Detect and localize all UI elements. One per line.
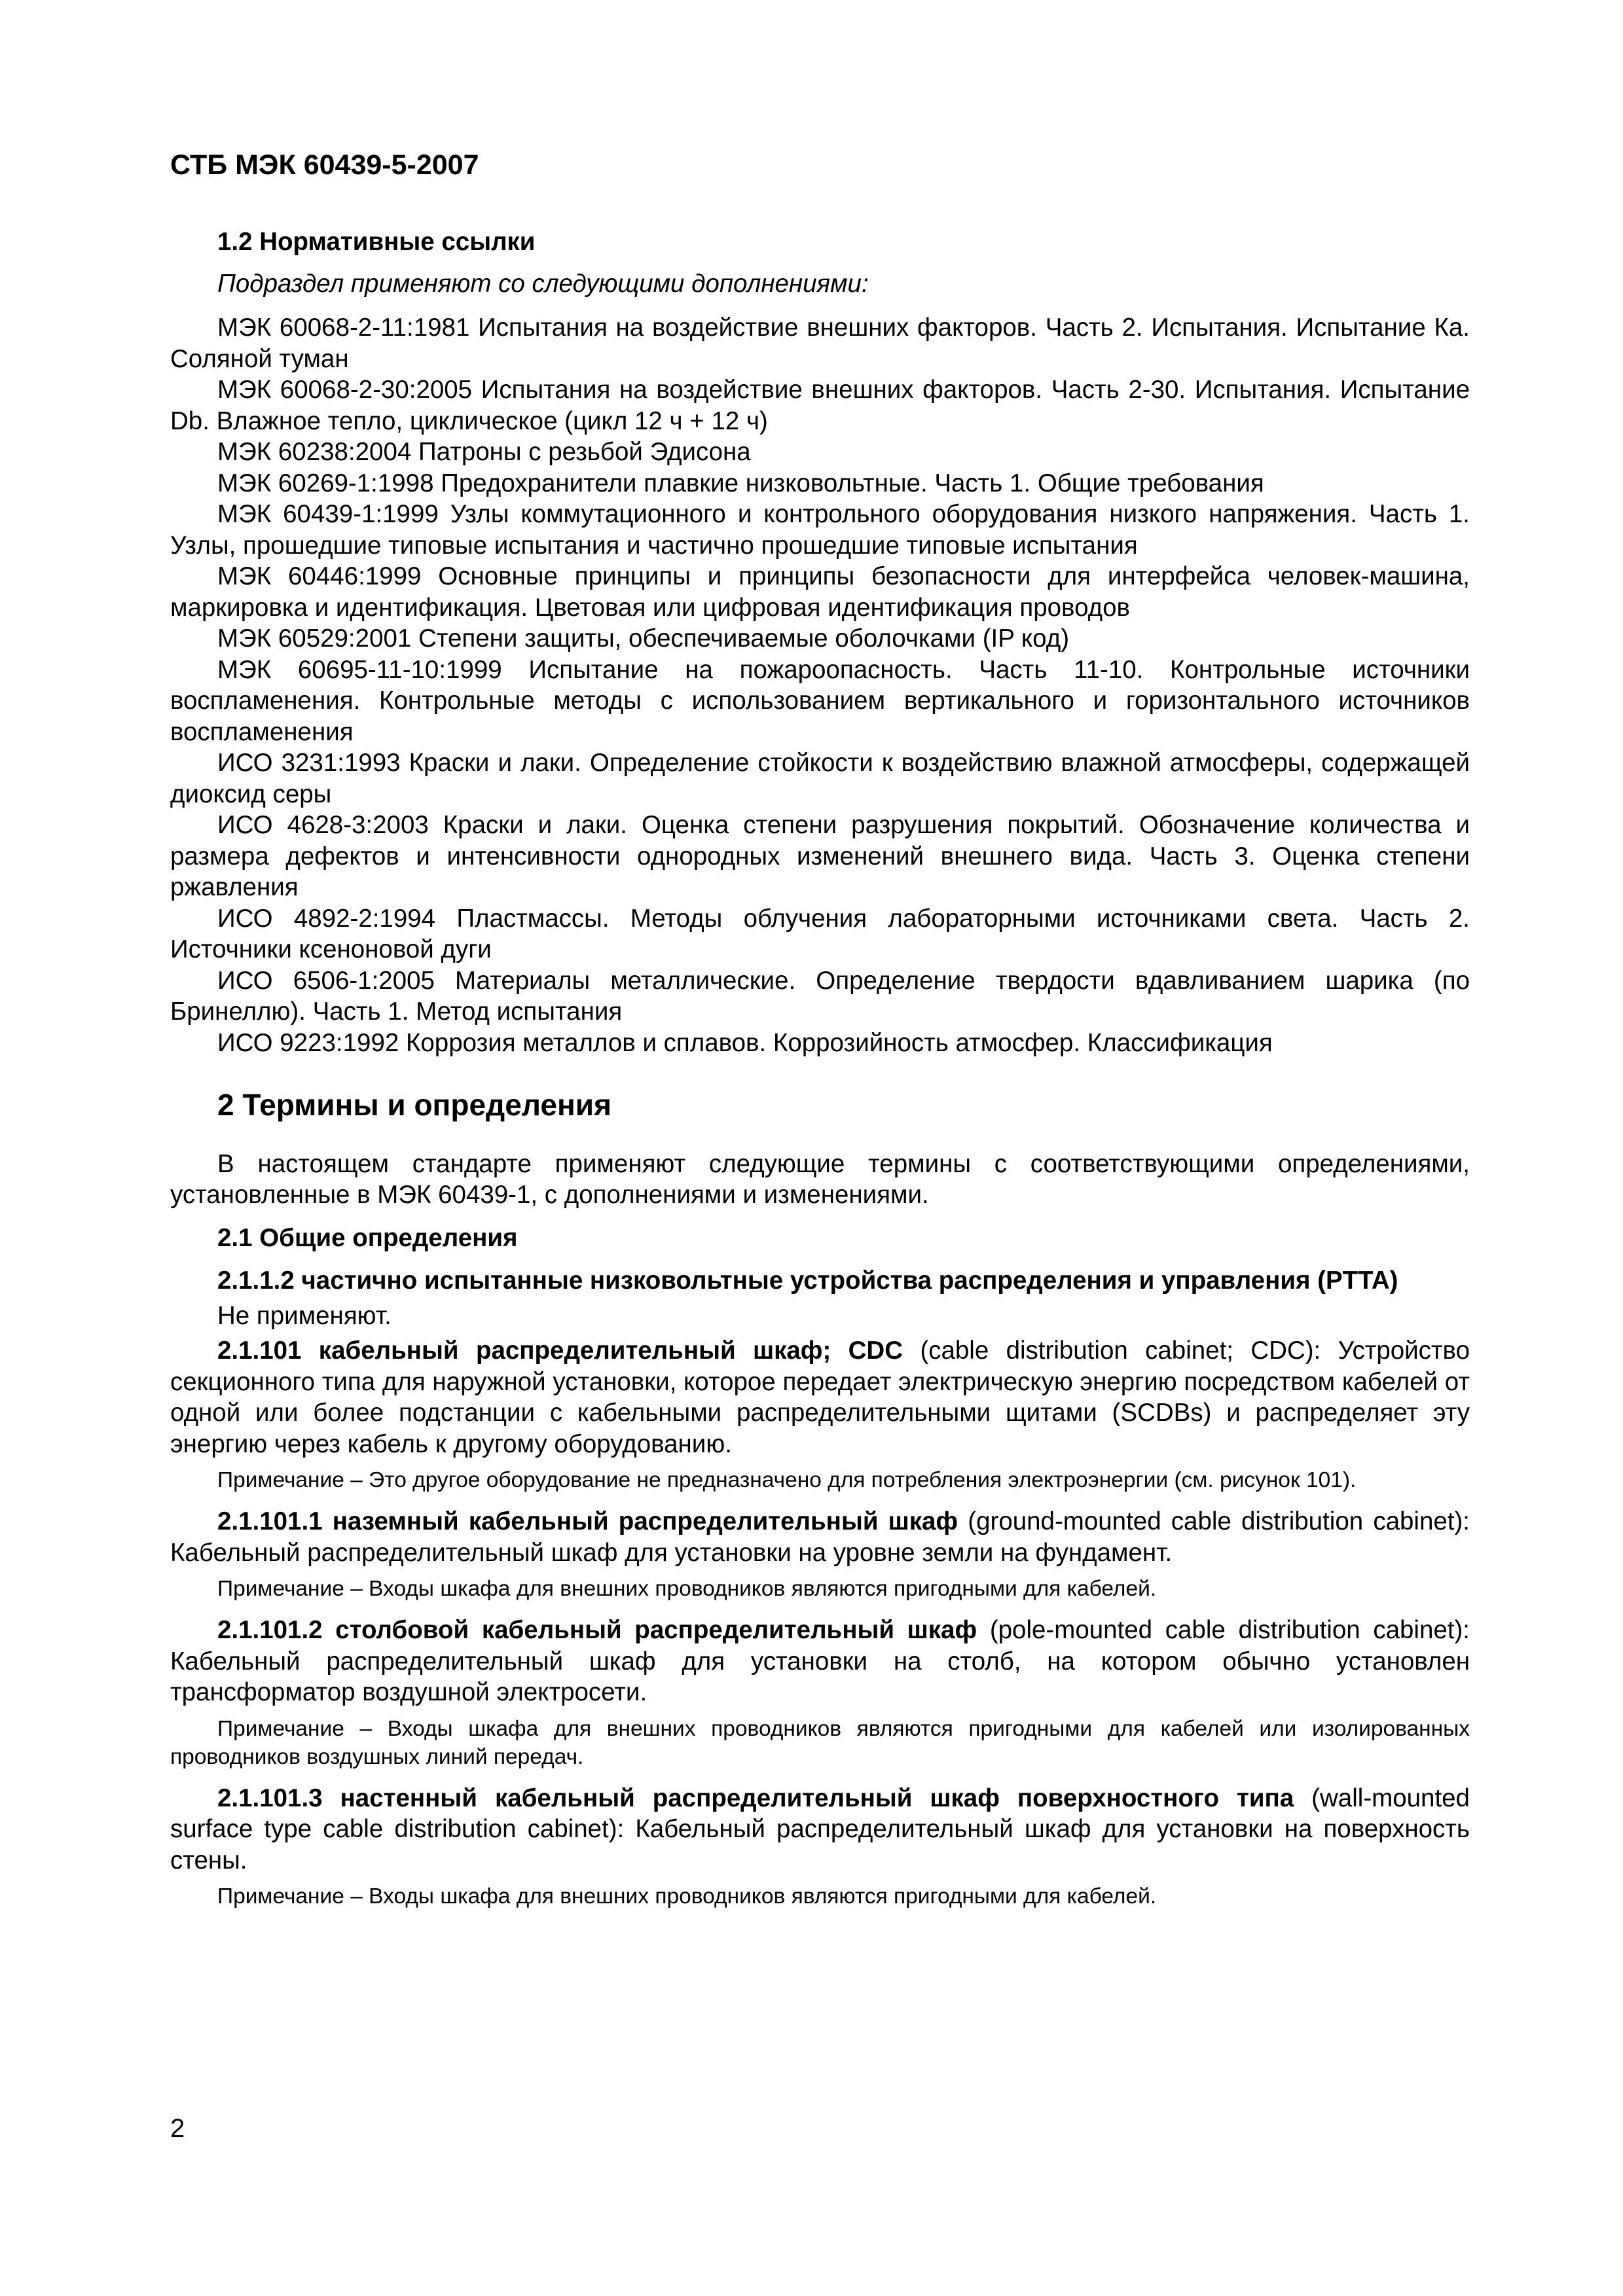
- references-list: [170, 312, 1470, 1058]
- reference-item: ИСО 4628-3:2003 Краски и лаки. Оценка степени разрушения покрытий. Обозначение количества и размера дефектов и интенсивности однородных изменений внешнего вида. Часть 3. Оценка степени ржавления: [170, 811, 1470, 901]
- reference-item: ИСО 4892-2:1994 Пластмассы. Методы облучения лабораторными источниками света. Часть 2. Источники ксеноновой дуги: [170, 904, 1470, 963]
- section-1-2-heading: 1.2 Нормативные ссылки: [217, 228, 536, 256]
- reference-item: МЭК 60446:1999 Основные принципы и принципы безопасности для интерфейса человек-машина, маркировка и идентификация. Цветовая или цифровая идентификация проводов: [170, 562, 1470, 622]
- standard-code-header: СТБ МЭК 60439-5-2007: [170, 149, 479, 181]
- term-definition: (ground-mounted cable distribution cabinet): Кабельный распределительный шкаф для установки на уровне земли на фундамент.: [170, 1507, 1470, 1567]
- reference-item: МЭК 60695-11-10:1999 Испытание на пожароопасность. Часть 11-10. Контрольные источники воспламенения. Контрольные методы с использованием вертикального и горизонтального источников воспламенения: [170, 655, 1470, 746]
- term-2-1-1-2-text: Не применяют.: [217, 1301, 392, 1330]
- term-title: 2.1.101.2 столбовой кабельный распределительный шкаф: [217, 1616, 977, 1644]
- term-definition: (cable distribution cabinet; CDC): Устройство секционного типа для наружной установки, которое передает электрическую энергию посредством кабелей от одной или более подстанции с кабельными распределительными щитами (SCDBs) и распределяет эту энергию через кабель к другому оборудованию.: [170, 1336, 1470, 1458]
- section-1-2-intro: Подраздел применяют со следующими дополнениями:: [217, 269, 869, 298]
- page-content: [170, 226, 1470, 1922]
- reference-item: МЭК 60269-1:1998 Предохранители плавкие низковольтные. Часть 1. Общие требования: [217, 469, 1264, 497]
- section-2-intro: В настоящем стандарте применяют следующие термины с соответствующими определениями, установленные в МЭК 60439-1, с дополнениями и изменениями.: [170, 1149, 1470, 1209]
- term-2-1-101-3-note: Примечание – Входы шкафа для внешних проводников являются пригодными для кабелей.: [217, 1884, 1157, 1909]
- page-number: 2: [170, 2114, 185, 2143]
- term-2-1-101-note: Примечание – Это другое оборудование не предназначено для потребления электроэнергии (см. рисунок 101).: [217, 1468, 1357, 1492]
- term-definition: (wall-mounted surface type cable distribution cabinet): Кабельный распределительный шкаф для установки на поверхность стены.: [170, 1784, 1470, 1874]
- reference-item: ИСО 9223:1992 Коррозия металлов и сплавов. Коррозийность атмосфер. Классификация: [217, 1028, 1273, 1057]
- term-2-1-101-3: [170, 1783, 1470, 1876]
- term-2-1-101: [170, 1335, 1470, 1460]
- reference-item: МЭК 60238:2004 Патроны с резьбой Эдисона: [217, 438, 751, 466]
- term-title: 2.1.101 кабельный распределительный шкаф; CDC: [217, 1336, 903, 1365]
- reference-item: ИСО 6506-1:2005 Материалы металлические. Определение твердости вдавливанием шарика (по Бринеллю). Часть 1. Метод испытания: [170, 966, 1470, 1026]
- term-definition: (pole-mounted cable distribution cabinet): Кабельный распределительный шкаф для установки на столб, на котором обычно установлен трансформатор воздушной электросети.: [170, 1616, 1470, 1706]
- term-2-1-101-1: [170, 1506, 1470, 1568]
- term-2-1-101-2: [170, 1615, 1470, 1708]
- term-2-1-1-2-title: [170, 1265, 1470, 1297]
- reference-item: МЭК 60068-2-30:2005 Испытания на воздействие внешних факторов. Часть 2-30. Испытания. Испытание Db. Влажное тепло, циклическое (цикл 12 ч + 12 ч): [170, 376, 1470, 435]
- reference-item: МЭК 60068-2-11:1981 Испытания на воздействие внешних факторов. Часть 2. Испытания. Испытание Ка. Соляной туман: [170, 314, 1470, 373]
- term-2-1-101-1-note: Примечание – Входы шкафа для внешних проводников являются пригодными для кабелей.: [217, 1577, 1157, 1601]
- term-title: 2.1.101.3 настенный кабельный распределительный шкаф поверхностного типа: [217, 1784, 1294, 1812]
- reference-item: ИСО 3231:1993 Краски и лаки. Определение стойкости к воздействию влажной атмосферы, содержащей диоксид серы: [170, 749, 1470, 808]
- section-2-heading: 2 Термины и определения: [217, 1088, 611, 1122]
- term-title: 2.1.1.2 частично испытанные низковольтные устройства распределения и управления (PTTA): [217, 1266, 1398, 1295]
- reference-item: МЭК 60529:2001 Степени защиты, обеспечиваемые оболочками (IP код): [217, 624, 1070, 653]
- reference-item: МЭК 60439-1:1999 Узлы коммутационного и контрольного оборудования низкого напряжения. Часть 1. Узлы, прошедшие типовые испытания и частично прошедшие типовые испытания: [170, 500, 1470, 560]
- section-2-1-heading: 2.1 Общие определения: [217, 1223, 518, 1252]
- term-title: 2.1.101.1 наземный кабельный распределительный шкаф: [217, 1507, 958, 1535]
- term-2-1-101-2-note: Примечание – Входы шкафа для внешних проводников являются пригодными для кабелей или изолированных проводников воздушных линий передач.: [170, 1716, 1470, 1769]
